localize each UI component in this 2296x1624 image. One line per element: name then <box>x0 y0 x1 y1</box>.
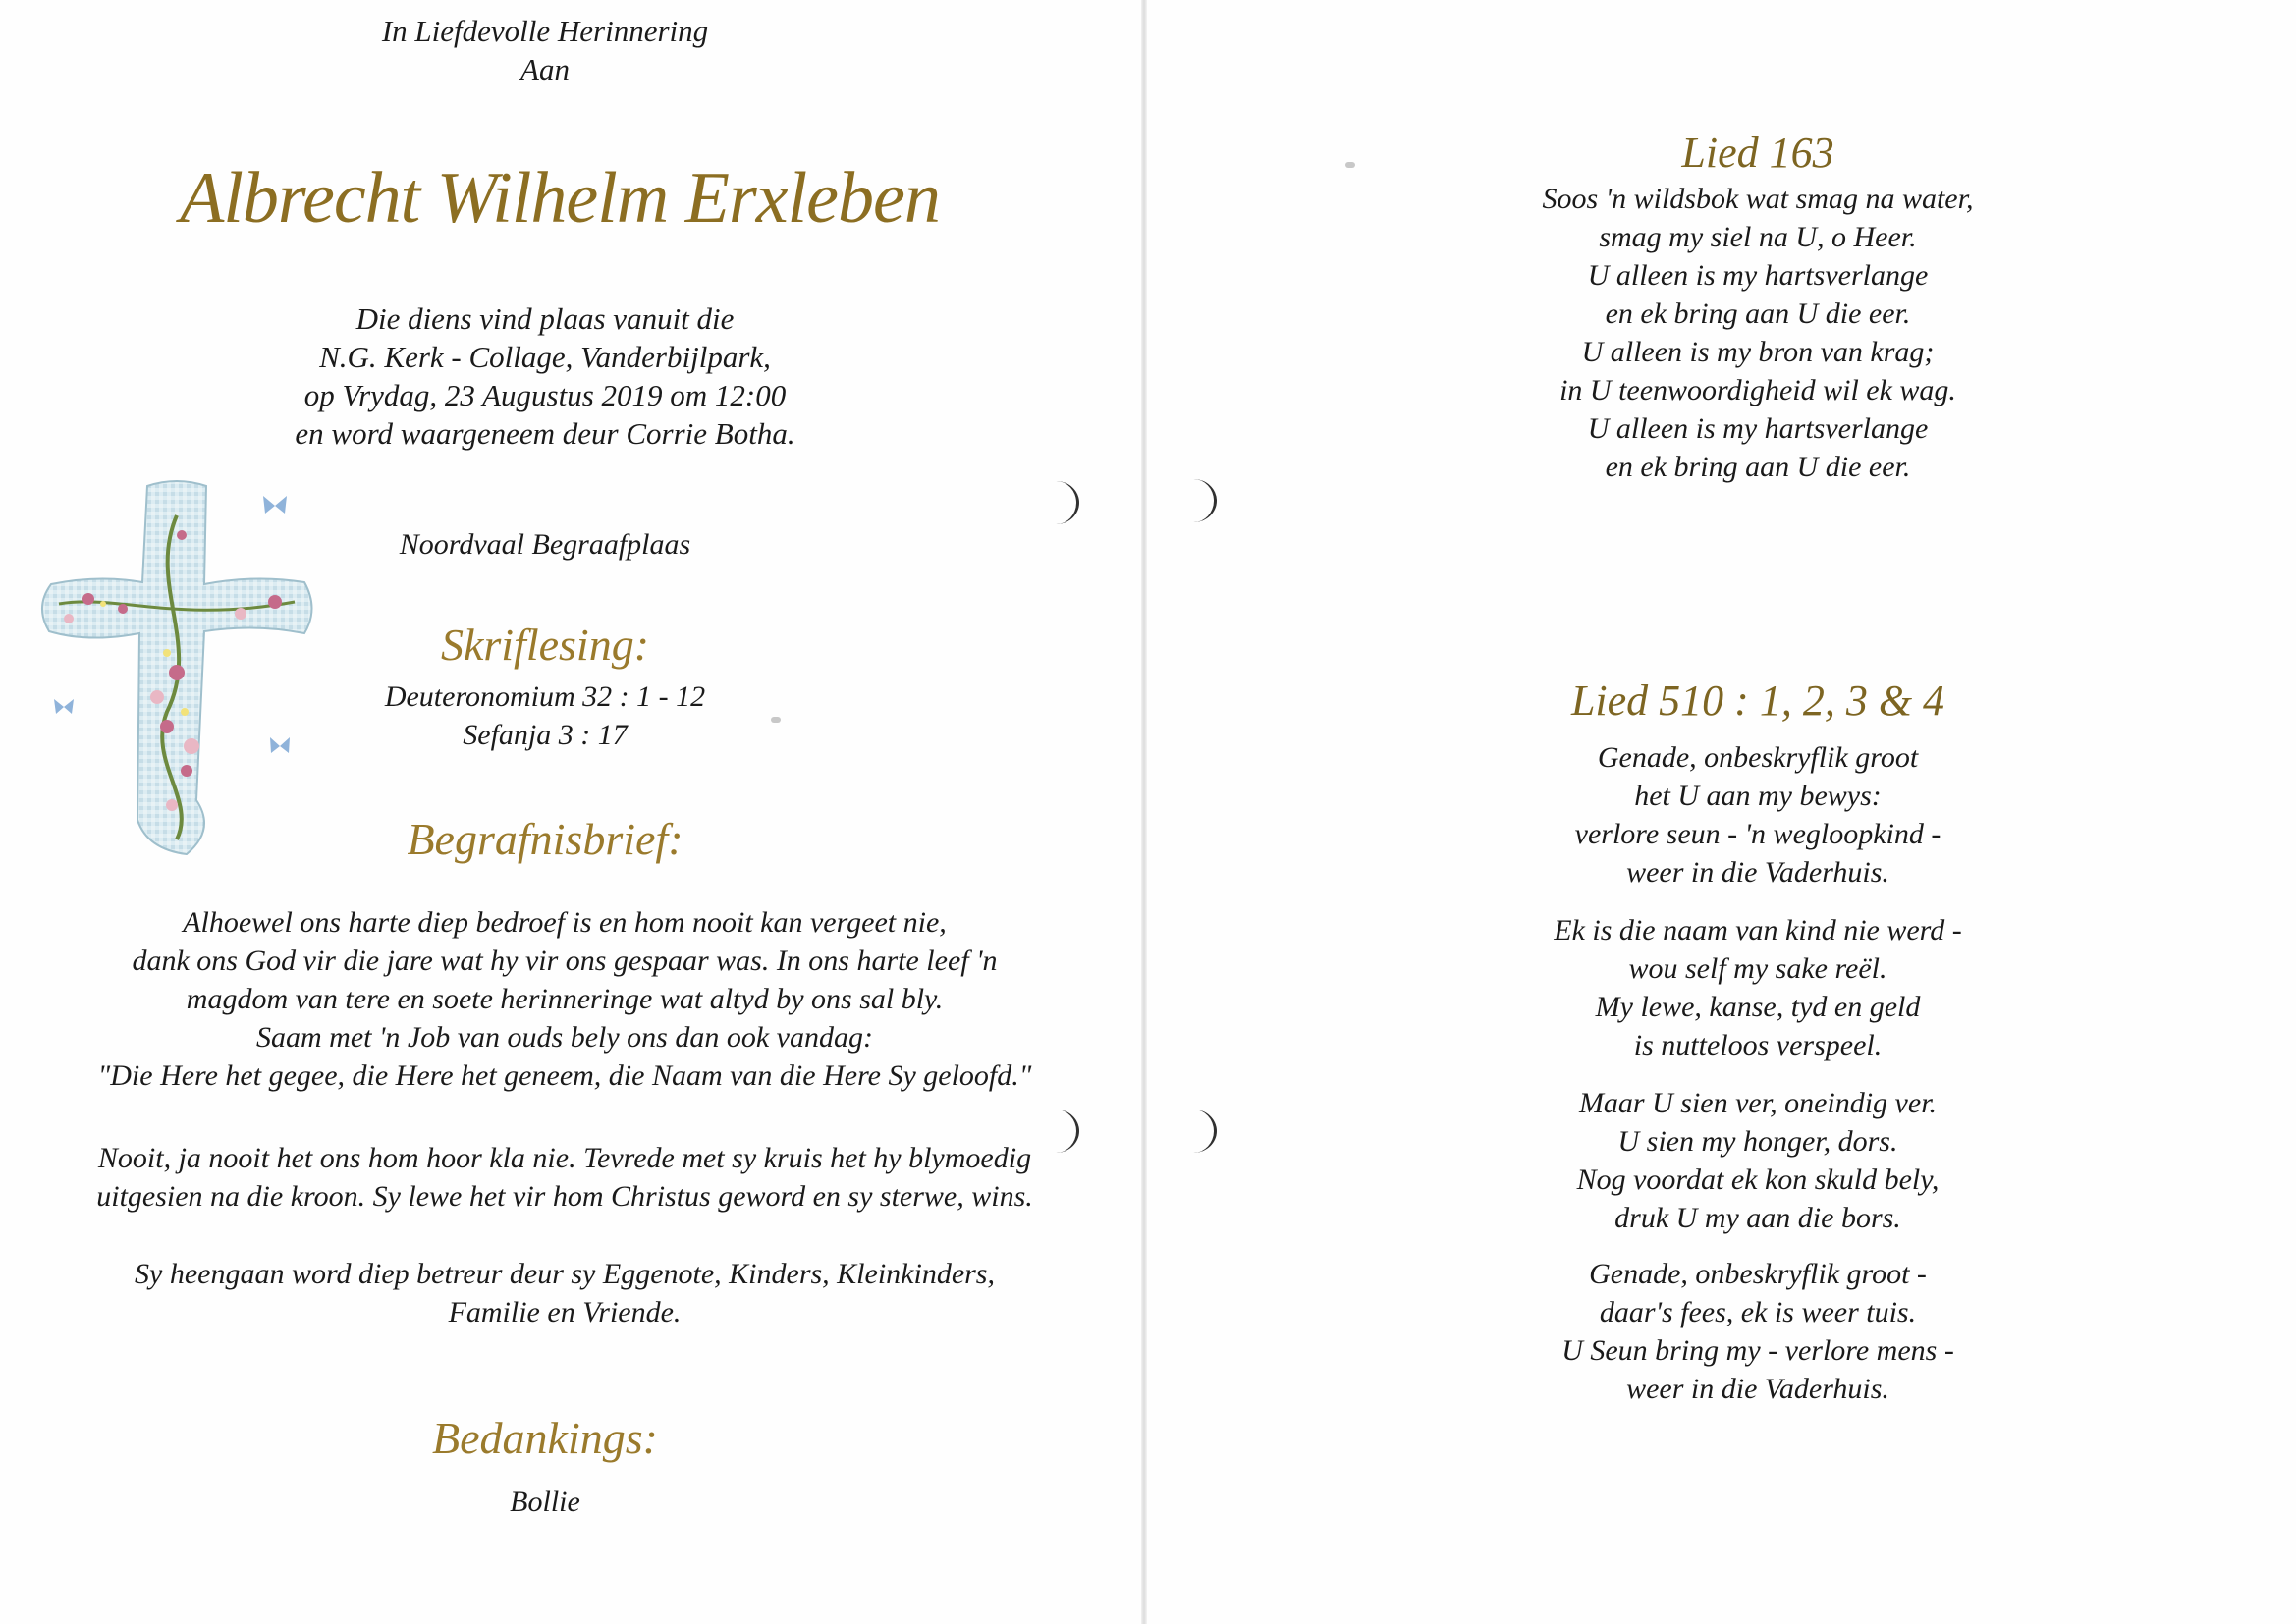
letter-line: Saam met 'n Job van ouds bely ons dan ook vandag: <box>256 1021 873 1054</box>
hymn-line: U alleen is my bron van krag; <box>1581 336 1935 368</box>
thanks-name: Bollie <box>510 1486 580 1518</box>
hymn-line: U alleen is my hartsverlange <box>1587 259 1929 292</box>
paper-speck <box>1345 162 1355 168</box>
hymn-line: weer in die Vaderhuis. <box>1626 856 1889 889</box>
hymn-line: U sien my honger, dors. <box>1617 1125 1898 1158</box>
cemetery: Noordvaal Begraafplaas <box>399 528 691 561</box>
letter-line: Sy heengaan word diep betreur deur sy Eggenote, Kinders, Kleinkinders, <box>135 1258 995 1290</box>
hymn-line: druk U my aan die bors. <box>1614 1202 1901 1234</box>
hymn-line: Ek is die naam van kind nie werd - <box>1554 914 1962 947</box>
scripture-list <box>324 677 766 754</box>
punch-hole-mark <box>1171 479 1217 522</box>
hymn-line: U Seun bring my - verlore mens - <box>1561 1334 1954 1367</box>
service-line: Die diens vind plaas vanuit die <box>355 301 735 336</box>
hymn-line: Nog voordat ek kon skuld bely, <box>1576 1164 1940 1196</box>
letter-line: dank ons God vir die jare wat hy vir ons gespaar was. In ons harte leef 'n <box>132 945 998 977</box>
hymn-line: My lewe, kanse, tyd en geld <box>1595 991 1921 1023</box>
hymn-510-verse-4 <box>1473 1255 2043 1408</box>
left-page <box>0 0 1139 1624</box>
hymn-line: U alleen is my hartsverlange <box>1587 412 1929 445</box>
memorial-heading-line: Aan <box>520 52 570 86</box>
thanks-heading: Bedankings: <box>432 1413 658 1463</box>
letter-paragraph-3 <box>20 1255 1110 1331</box>
punch-hole-mark <box>1033 1110 1079 1153</box>
paper-speck <box>771 717 781 723</box>
scripture-reference: Sefanja 3 : 17 <box>463 719 628 751</box>
service-line: N.G. Kerk - Collage, Vanderbijlpark, <box>319 340 771 374</box>
hymn-510-verse-3 <box>1473 1084 2043 1237</box>
letter-line: Alhoewel ons harte diep bedroef is en hom nooit kan vergeet nie, <box>183 906 947 939</box>
hymn-line: wou self my sake reël. <box>1628 952 1887 985</box>
hymn-line: en ek bring aan U die eer. <box>1605 451 1911 483</box>
hymn-510-title: Lied 510 : 1, 2, 3 & 4 <box>1570 677 1945 725</box>
letter-line: "Die Here het gegee, die Here het geneem, die Naam van die Here Sy geloofd." <box>97 1059 1032 1092</box>
page-fold <box>1141 0 1147 1624</box>
floral-cross-icon <box>29 476 334 864</box>
hymn-510-verse-2 <box>1473 911 2043 1064</box>
letter-paragraph-1 <box>20 903 1110 1095</box>
punch-hole-mark <box>1033 481 1079 524</box>
hymn-line: is nutteloos verspeel. <box>1633 1029 1883 1061</box>
service-line: en word waargeneem deur Corrie Botha. <box>295 416 795 451</box>
memorial-heading-line: In Liefdevolle Herinnering <box>381 14 709 48</box>
letter-heading: Begrafnisbrief: <box>407 814 683 864</box>
hymn-line: weer in die Vaderhuis. <box>1626 1373 1889 1405</box>
hymn-line: Genade, onbeskryflik groot - <box>1589 1258 1927 1290</box>
right-page <box>1149 0 2296 1624</box>
letter-line: uitgesien na die kroon. Sy lewe het vir hom Christus geword en sy sterwe, wins. <box>96 1180 1033 1213</box>
hymn-line: Genade, onbeskryflik groot <box>1597 741 1919 774</box>
letter-paragraph-2 <box>10 1139 1120 1216</box>
hymn-line: en ek bring aan U die eer. <box>1605 298 1911 330</box>
scripture-heading: Skriflesing: <box>440 620 650 670</box>
hymn-line: verlore seun - 'n wegloopkind - <box>1574 818 1941 850</box>
hymn-line: daar's fees, ek is weer tuis. <box>1599 1296 1917 1328</box>
punch-hole-mark <box>1171 1110 1217 1153</box>
hymn-163-text <box>1444 180 2072 486</box>
letter-line: Nooit, ja nooit het ons hom hoor kla nie. Tevrede met sy kruis het hy blymoedig <box>97 1142 1032 1174</box>
letter-line: Familie en Vriende. <box>448 1296 682 1328</box>
hymn-line: Maar U sien ver, oneindig ver. <box>1578 1087 1938 1119</box>
hymn-line: smag my siel na U, o Heer. <box>1599 221 1917 253</box>
deceased-name: Albrecht Wilhelm Erxleben <box>180 158 940 239</box>
memorial-heading <box>270 12 820 88</box>
service-line: op Vrydag, 23 Augustus 2019 om 12:00 <box>303 378 787 412</box>
letter-line: magdom van tere en soete herinneringe wat altyd by ons sal bly. <box>186 983 944 1015</box>
hymn-line: het U aan my bewys: <box>1634 780 1882 812</box>
scripture-reference: Deuteronomium 32 : 1 - 12 <box>384 680 706 713</box>
hymn-line: Soos 'n wildsbok wat smag na water, <box>1542 183 1974 215</box>
hymn-line: in U teenwoordigheid wil ek wag. <box>1559 374 1956 406</box>
hymn-510-verse-1 <box>1473 738 2043 892</box>
service-details <box>246 299 845 453</box>
hymn-163-title: Lied 163 <box>1681 129 1834 177</box>
